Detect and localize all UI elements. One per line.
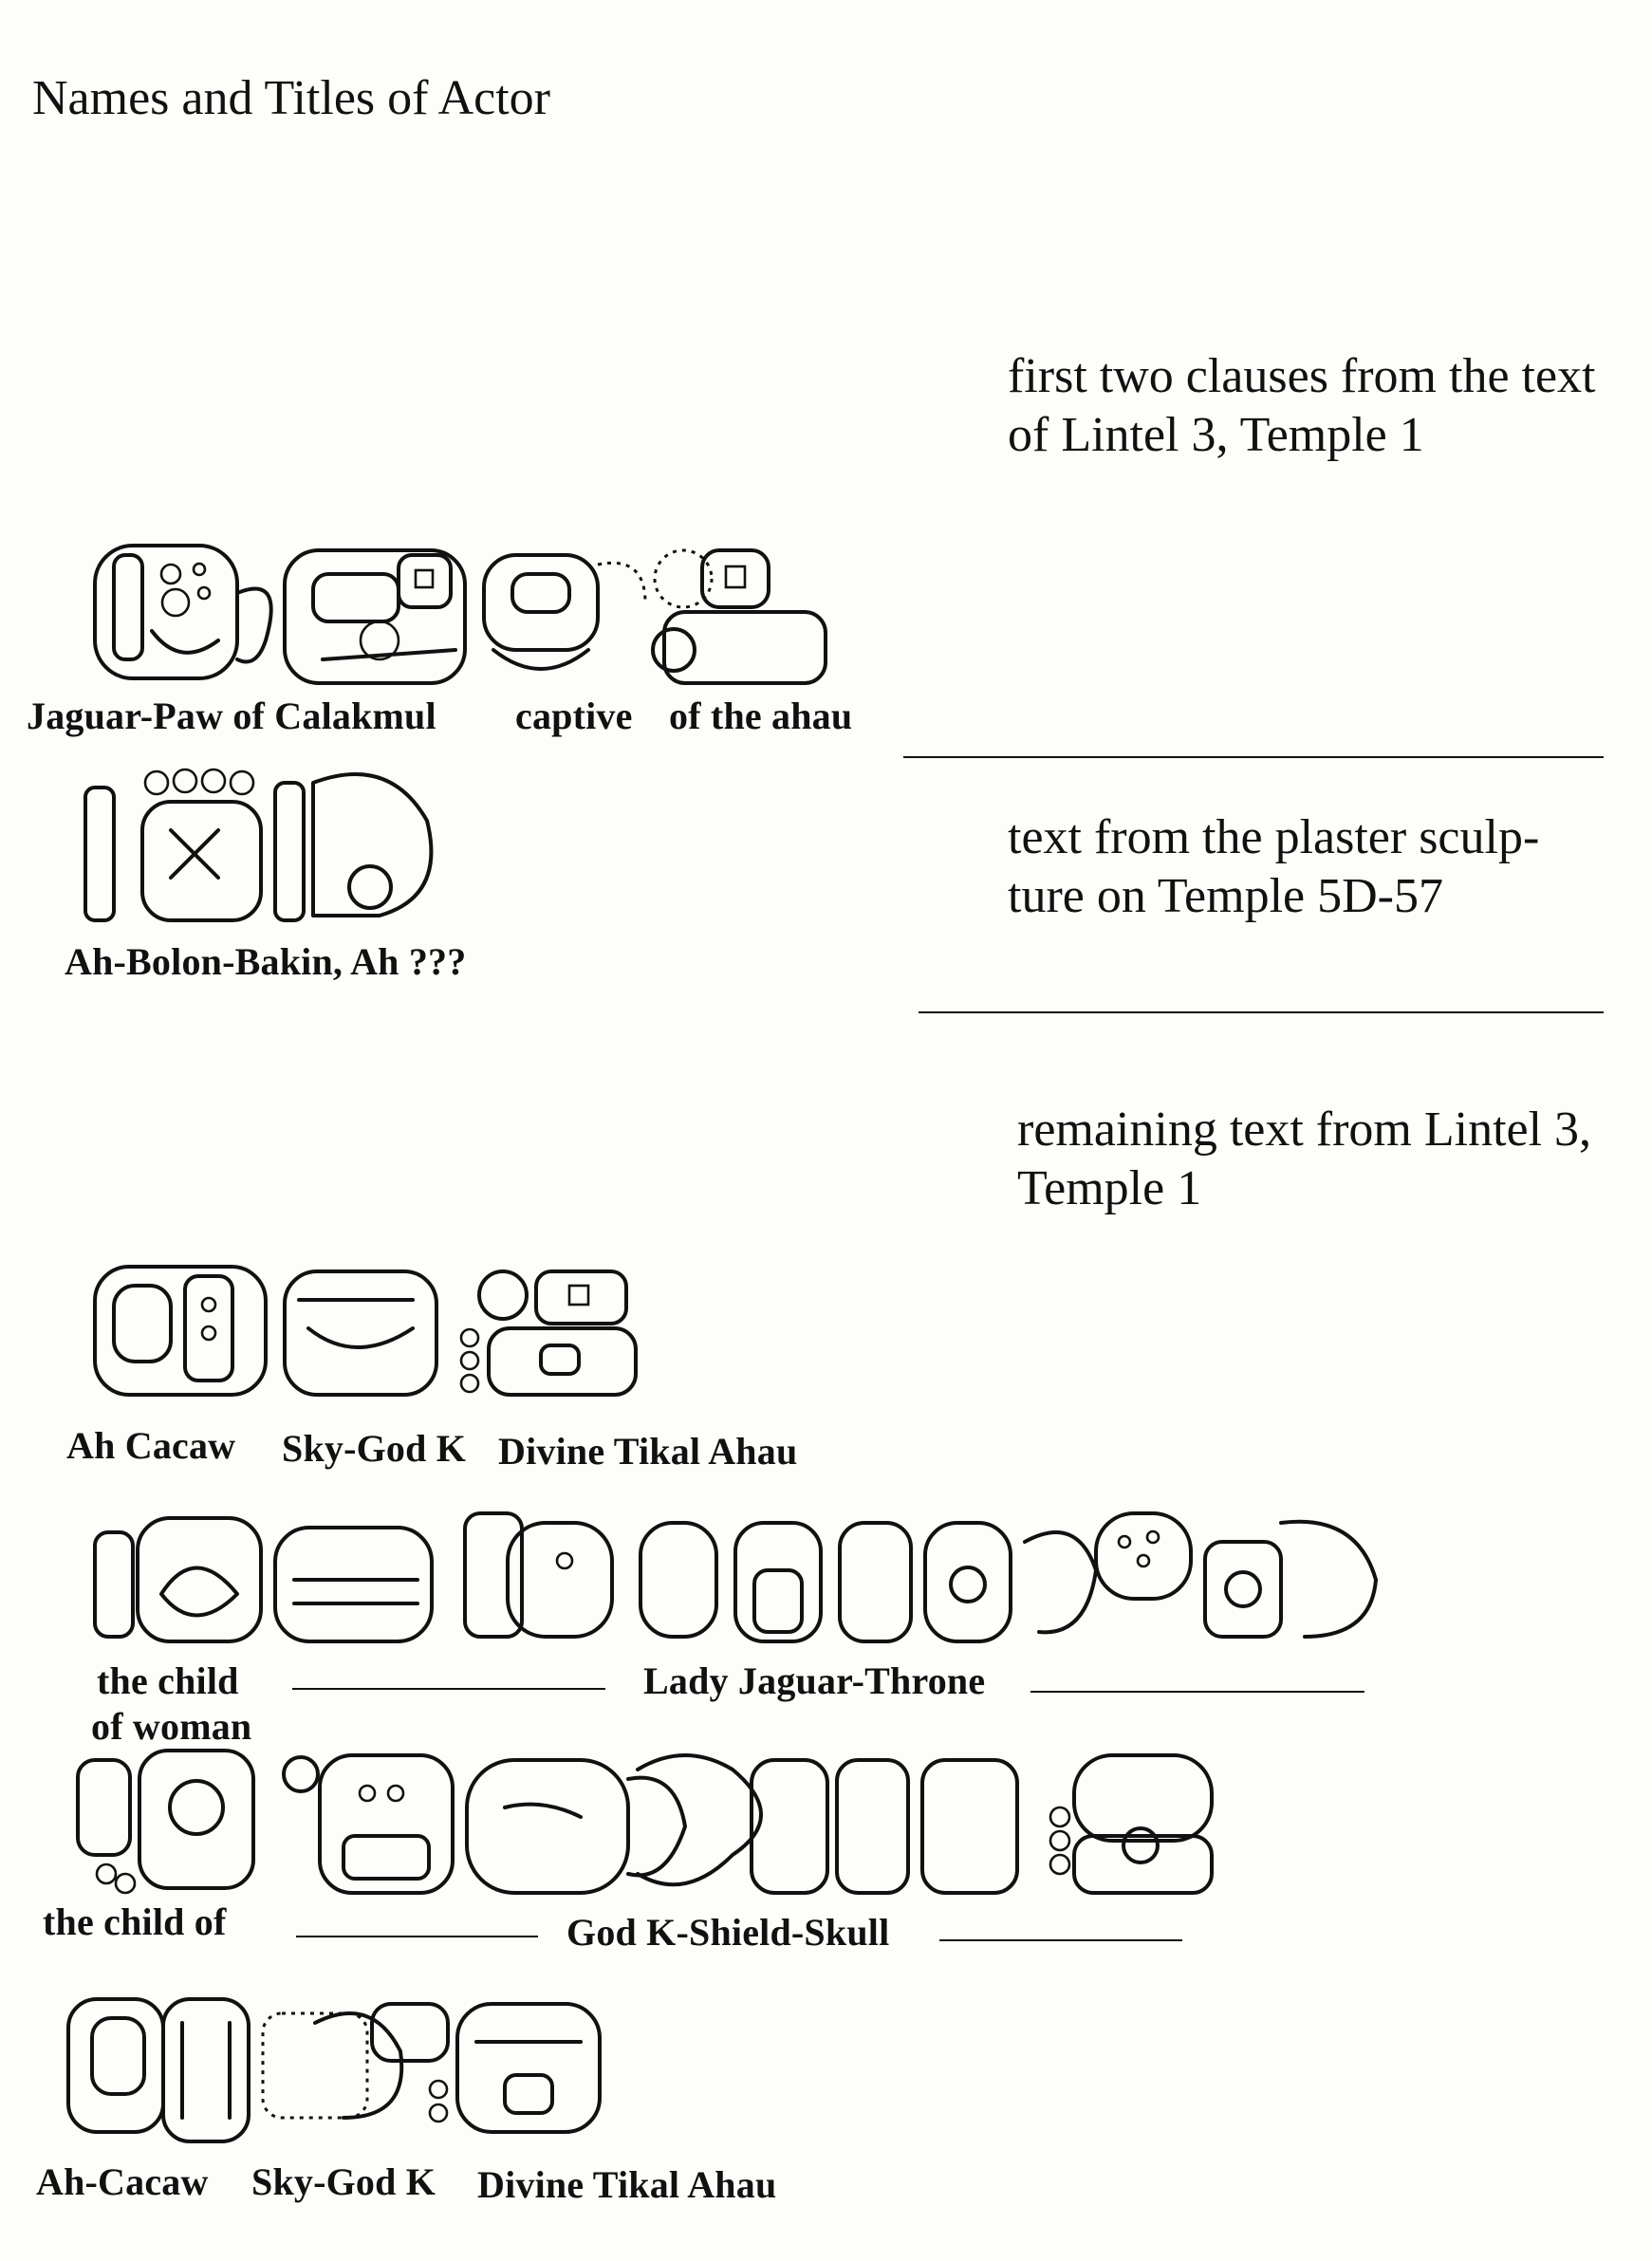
divider-rule xyxy=(296,1936,538,1937)
glyph-block-god-k-shield-skull xyxy=(68,1741,1226,1907)
caption-the-child: the child xyxy=(97,1659,239,1702)
note-lintel-first-clauses: first two clauses from the text of Lintel 3, Temple 1 xyxy=(1008,349,1596,462)
caption-god-k-shield-skull: God K-Shield-Skull xyxy=(566,1911,890,1954)
caption-captive: captive xyxy=(515,695,633,737)
glyph-block-ah-cacaw xyxy=(90,1262,659,1404)
caption-of-the-ahau: of the ahau xyxy=(669,695,853,737)
glyph-block-ah-cacaw-repeat xyxy=(59,1985,628,2151)
caption-ah-cacaw-2: Ah-Cacaw xyxy=(36,2160,209,2203)
note-plaster-sculpture: text from the plaster sculp-ture on Temple 5D-57 xyxy=(1008,810,1540,923)
caption-of-woman: of woman xyxy=(91,1705,252,1748)
caption-sky-god-k-2: Sky-God K xyxy=(251,2160,436,2203)
caption-divine-tikal-ahau: Divine Tikal Ahau xyxy=(498,1430,798,1473)
divider-rule xyxy=(903,756,1604,758)
note-lintel-remaining: remaining text from Lintel 3, Temple 1 xyxy=(1017,1103,1592,1215)
caption-divine-tikal-ahau-2: Divine Tikal Ahau xyxy=(477,2163,777,2206)
glyph-block-jaguar-paw xyxy=(76,536,854,697)
divider-rule xyxy=(1030,1691,1364,1693)
caption-ah-cacaw: Ah Cacaw xyxy=(66,1424,236,1467)
caption-sky-god-k: Sky-God K xyxy=(282,1427,467,1470)
caption-ah-bolon-bakin: Ah-Bolon-Bakin, Ah ??? xyxy=(65,940,467,983)
caption-jaguar-paw: Jaguar-Paw of Calakmul xyxy=(27,695,436,737)
divider-rule xyxy=(939,1939,1182,1941)
glyph-block-ah-bolon-bakin xyxy=(76,764,455,930)
page-title: Names and Titles of Actor xyxy=(32,71,550,125)
divider-rule xyxy=(919,1011,1604,1013)
glyph-block-lady-jaguar-throne xyxy=(90,1504,1400,1656)
divider-rule xyxy=(292,1688,605,1690)
caption-the-child-of: the child of xyxy=(43,1900,227,1943)
caption-lady-jaguar-throne: Lady Jaguar-Throne xyxy=(643,1659,986,1702)
